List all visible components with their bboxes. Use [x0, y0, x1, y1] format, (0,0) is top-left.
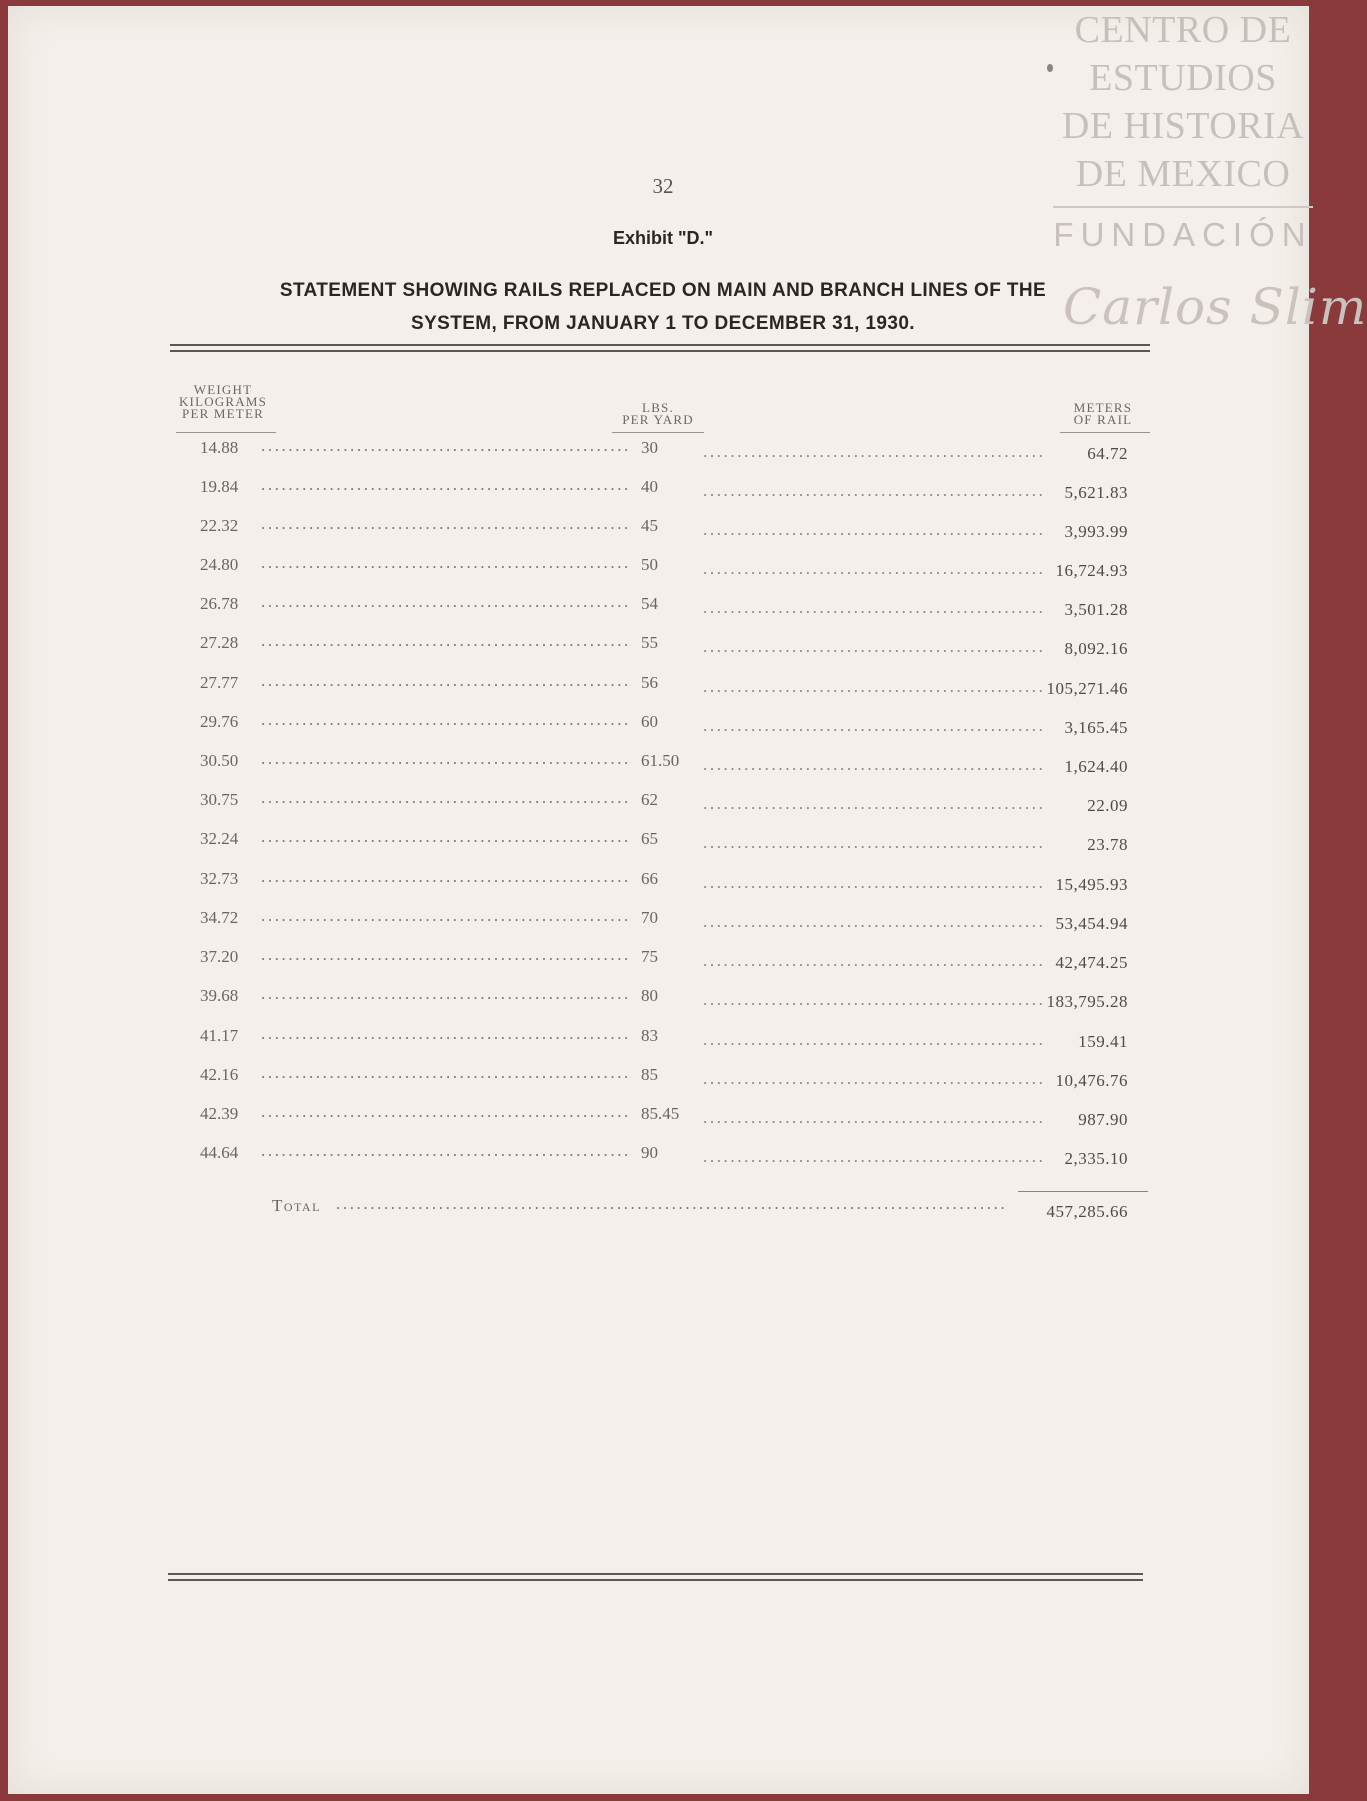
page-number: 32: [652, 174, 674, 198]
header-underline: [176, 432, 276, 433]
meters-of-rail: 5,621.83: [1064, 483, 1128, 502]
kg-per-meter: 39.68: [200, 986, 239, 1005]
leader-dots: ......................................................: [261, 1024, 631, 1043]
table-row: [158, 947, 1158, 981]
header-text: KILOGRAMS: [178, 394, 268, 409]
meters-of-rail: 64.72: [1087, 444, 1128, 463]
leader-dots: ..................................................: [703, 559, 1046, 578]
leader-dots: ......................................................: [261, 867, 631, 886]
table-row: [158, 594, 1158, 628]
lbs-per-yard: 30: [641, 438, 658, 457]
leader-dots: ..................................................: [703, 912, 1046, 931]
table-row: [158, 1104, 1158, 1138]
meters-of-rail: 159.41: [1078, 1032, 1128, 1051]
table-row: [158, 790, 1158, 824]
lbs-per-yard: 55: [641, 633, 658, 652]
meters-of-rail: 1,624.40: [1064, 757, 1128, 776]
leader-dots: ......................................................: [261, 514, 631, 533]
header-text: PER YARD: [622, 412, 694, 427]
leader-dots: ..................................................: [703, 1108, 1046, 1127]
table-row: [158, 829, 1158, 863]
leader-dots: ......................................................: [261, 710, 631, 729]
kg-per-meter: 22.32: [200, 516, 239, 535]
lbs-per-yard: 90: [641, 1143, 658, 1162]
lbs-per-yard: 85.45: [641, 1104, 680, 1123]
table-row: [158, 633, 1158, 667]
table-row: [158, 712, 1158, 746]
meters-of-rail: 183,795.28: [1046, 992, 1128, 1011]
leader-dots: ......................................................: [261, 592, 631, 611]
kg-per-meter: 34.72: [200, 908, 239, 927]
kg-per-meter: 14.88: [200, 438, 239, 457]
meters-of-rail: 8,092.16: [1064, 639, 1128, 658]
leader-dots: ..................................................: [703, 794, 1046, 813]
leader-dots: ..................................................: [703, 755, 1046, 774]
kg-per-meter: 41.17: [200, 1026, 239, 1045]
meters-of-rail: 987.90: [1078, 1110, 1128, 1129]
leader-dots: ..................................................: [703, 1030, 1046, 1049]
column-header-lbs: [608, 402, 708, 426]
table-row: [158, 751, 1158, 785]
kg-per-meter: 27.28: [200, 633, 239, 652]
header-underline: [1060, 432, 1150, 433]
document-page: [8, 6, 1367, 1794]
lbs-per-yard: 54: [641, 594, 658, 613]
lbs-per-yard: 80: [641, 986, 658, 1005]
kg-per-meter: 32.73: [200, 869, 239, 888]
lbs-per-yard: 83: [641, 1026, 658, 1045]
leader-dots: ..................................................: [703, 637, 1046, 656]
header-text: WEIGHT: [193, 382, 253, 397]
header-text: OF RAIL: [1073, 412, 1133, 427]
table-row: [158, 477, 1158, 511]
kg-per-meter: 30.75: [200, 790, 239, 809]
lbs-per-yard: 75: [641, 947, 658, 966]
exhibit-label: Exhibit "D.": [612, 228, 714, 248]
leader-dots: ......................................................: [261, 1063, 631, 1082]
table-row: [158, 1065, 1158, 1099]
meters-of-rail: 15,495.93: [1055, 875, 1128, 894]
leader-dots: ......................................................: [261, 1141, 631, 1160]
heading-line: STATEMENT SHOWING RAILS REPLACED ON MAIN AND BRANCH LINES OF THE: [279, 280, 1047, 301]
total-row: [158, 1196, 1158, 1230]
leader-dots: ......................................................: [261, 788, 631, 807]
leader-dots: ..................................................: [703, 481, 1046, 500]
kg-per-meter: 19.84: [200, 477, 239, 496]
table-row: [158, 986, 1158, 1020]
leader-dots: ......................................................: [261, 475, 631, 494]
table-row: [158, 908, 1158, 942]
meters-of-rail: 23.78: [1087, 835, 1128, 854]
watermark-divider: [1053, 206, 1313, 208]
header-text: PER METER: [182, 406, 264, 421]
leader-dots: ......................................................: [261, 436, 631, 455]
meters-of-rail: 16,724.93: [1055, 561, 1128, 580]
lbs-per-yard: 60: [641, 712, 658, 731]
meters-of-rail: 22.09: [1087, 796, 1128, 815]
bottom-double-rule: [168, 1573, 1143, 1581]
leader-dots: ......................................................: [261, 827, 631, 846]
leader-dots: ..................................................: [703, 873, 1046, 892]
total-value: 457,285.66: [1046, 1202, 1128, 1221]
meters-of-rail: 105,271.46: [1046, 679, 1128, 698]
statement-heading: [158, 274, 1168, 340]
kg-per-meter: 37.20: [200, 947, 239, 966]
total-rule: [1018, 1191, 1148, 1192]
meters-of-rail: 3,993.99: [1064, 522, 1128, 541]
meters-of-rail: 2,335.10: [1064, 1149, 1128, 1168]
lbs-per-yard: 61.50: [641, 751, 680, 770]
watermark-line: ESTUDIOS: [1089, 57, 1277, 99]
kg-per-meter: 44.64: [200, 1143, 239, 1162]
header-underline: [612, 432, 704, 433]
leader-dots: ..................................................: [703, 833, 1046, 852]
table-row: [158, 555, 1158, 589]
lbs-per-yard: 56: [641, 673, 658, 692]
table-row: [158, 516, 1158, 550]
leader-dots: ......................................................: [261, 1102, 631, 1121]
kg-per-meter: 42.39: [200, 1104, 239, 1123]
heading-line: SYSTEM, FROM JANUARY 1 TO DECEMBER 31, 1930.: [411, 313, 915, 334]
leader-dots: ......................................................: [261, 671, 631, 690]
lbs-per-yard: 70: [641, 908, 658, 927]
leader-dots: ..................................................: [703, 1069, 1046, 1088]
lbs-per-yard: 45: [641, 516, 658, 535]
leader-dots: ......................................................: [261, 984, 631, 1003]
lbs-per-yard: 62: [641, 790, 658, 809]
watermark-signature: Carlos Slim: [1063, 278, 1367, 336]
header-text: LBS.: [642, 400, 674, 415]
kg-per-meter: 27.77: [200, 673, 239, 692]
watermark-fundacion: FUNDACIÓN: [1053, 216, 1313, 253]
leader-dots: ......................................................: [261, 553, 631, 572]
lbs-per-yard: 65: [641, 829, 658, 848]
leader-dots: ......................................................: [261, 945, 631, 964]
top-double-rule: [170, 344, 1150, 352]
meters-of-rail: 10,476.76: [1055, 1071, 1128, 1090]
leader-dots: ..................................................: [703, 598, 1046, 617]
table-row: [158, 1143, 1158, 1177]
leader-dots: ..................................................: [703, 951, 1046, 970]
meters-of-rail: 3,165.45: [1064, 718, 1128, 737]
leader-dots: ......................................................: [261, 906, 631, 925]
kg-per-meter: 29.76: [200, 712, 239, 731]
leader-dots: ..................................................: [703, 1147, 1046, 1166]
meters-of-rail: 53,454.94: [1055, 914, 1128, 933]
leader-dots: ..................................................: [703, 716, 1046, 735]
leader-dots: ..................................................: [703, 990, 1046, 1009]
leader-dots: ......................................................: [261, 631, 631, 650]
ink-dot: [1047, 64, 1053, 72]
leader-dots: ..................................................................................................: [336, 1194, 1008, 1213]
leader-dots: ..................................................: [703, 677, 1046, 696]
column-header-meters: [1058, 402, 1148, 426]
table-row: [158, 673, 1158, 707]
table-row: [158, 438, 1158, 472]
lbs-per-yard: 40: [641, 477, 658, 496]
kg-per-meter: 26.78: [200, 594, 239, 613]
kg-per-meter: 24.80: [200, 555, 239, 574]
kg-per-meter: 32.24: [200, 829, 239, 848]
leader-dots: ..................................................: [703, 520, 1046, 539]
leader-dots: ..................................................: [703, 442, 1046, 461]
kg-per-meter: 30.50: [200, 751, 239, 770]
watermark-line: DE HISTORIA: [1061, 105, 1305, 147]
column-header-kilograms: [168, 384, 278, 420]
lbs-per-yard: 66: [641, 869, 658, 888]
total-label: Total: [272, 1196, 321, 1215]
lbs-per-yard: 85: [641, 1065, 658, 1084]
watermark-line: CENTRO DE: [1074, 9, 1292, 51]
table-row: [158, 869, 1158, 903]
header-text: METERS: [1073, 400, 1133, 415]
meters-of-rail: 3,501.28: [1064, 600, 1128, 619]
lbs-per-yard: 50: [641, 555, 658, 574]
kg-per-meter: 42.16: [200, 1065, 239, 1084]
watermark: [1048, 6, 1318, 256]
table-row: [158, 1026, 1158, 1060]
meters-of-rail: 42,474.25: [1055, 953, 1128, 972]
watermark-line: DE MEXICO: [1075, 153, 1291, 195]
leader-dots: ......................................................: [261, 749, 631, 768]
